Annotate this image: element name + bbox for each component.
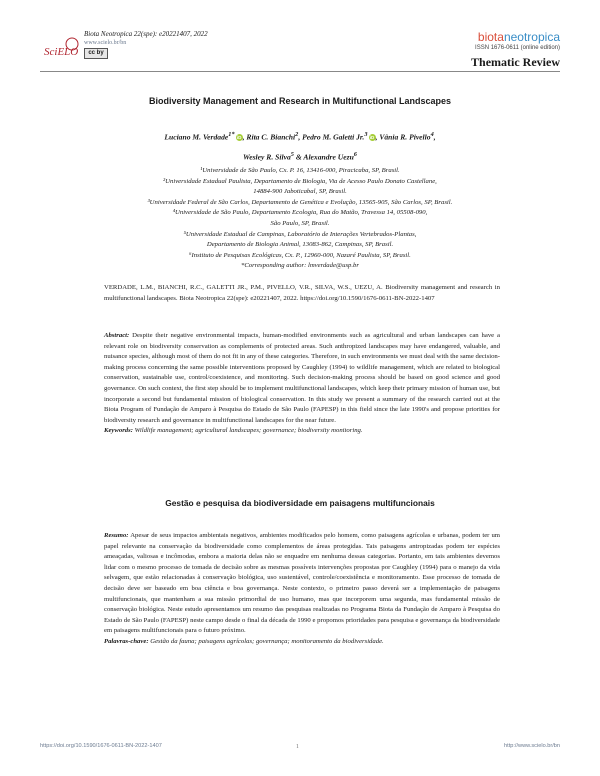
abstract-block xyxy=(104,331,500,437)
affiliation-line: ⁶Instituto de Pesquisas Ecológicas, Cx. P., 12960-000, Nazaré Paulista, SP, Brasil. xyxy=(189,251,411,259)
brand-biota: biota xyxy=(477,30,504,44)
affiliation-line: ²Universidade Estadual Paulista, Departamento de Biologia, Via de Acesso Paulo Donato Castellane, xyxy=(163,177,437,185)
abstract-label: Abstract: xyxy=(104,332,130,339)
author-affiliation-mark: 5 xyxy=(290,151,294,158)
resumo-text: Apesar de seus impactos ambientais negativos, ambientes modificados pelo homem, como paisagens agrícolas e urbanas, podem ter um papel relevante na conservação da biodiversidade como complementos de áreas protegidas. Tais paisagens antropizadas podem ter espécies ameaçadas, valiosas e incômodas, embora a maioria delas não se enquadre em nenhuma dessas categorias. Portanto, em tais ambientes devemos lidar com o mesmo processo de tomada de decisão sobre as mesmas possíveis intervenções propostas por Caughley (1994) para o manejo da vida selvagem, que estão relacionadas à conservação biológica, uso sustentável, controle/coexistência e monitoramento. Esse processo de tomada de decisão deve ser baseado em boa ciência e boa governança. Neste contexto, o primeiro passo deverá ser a implementação de paisagens multifuncionais, que mantenham a sua missão primordial de uso humano, mas que incorporem uma segunda, mas fundamental missão de conservação biológica. Neste estudo apresentamos um resumo das pesquisas realizadas no Programa Biota da Fundação de Amparo à Pesquisa do Estado de São Paulo (FAPESP) neste campo desde o final da década de 1990 e propomos prioridades para pesquisa e governança da biodiversidade em paisagens multifuncionais para o futuro próximo. xyxy=(104,532,500,635)
author-affiliation-mark: 2 xyxy=(295,131,299,138)
affiliation-line: ⁴Universidade de São Paulo, Departamento Ecologia, Rua do Matão, Travessa 14, 05508-090, xyxy=(172,209,428,217)
journal-url-link[interactable]: www.scielo.br/bn xyxy=(84,40,127,46)
affiliations-block xyxy=(40,166,560,272)
author-name: Wesley R. Silva xyxy=(243,152,291,162)
journal-brand xyxy=(478,30,560,44)
corresponding-author: *Corresponding author: lmverdade@usp.br xyxy=(240,262,360,270)
article-title: Biodiversity Management and Research in Multifunctional Landscapes xyxy=(148,96,452,106)
issn-label: ISSN 1676-0611 (online edition) xyxy=(475,45,560,51)
scielo-logo xyxy=(42,34,80,60)
orcid-icon[interactable]: iD xyxy=(369,134,375,140)
author-line-2 xyxy=(40,146,560,166)
affiliation-line: São Paulo, SP, Brasil. xyxy=(270,219,330,227)
page-number: 1 xyxy=(296,744,299,750)
author-name: , Rita C. Bianchi xyxy=(242,132,296,142)
orcid-icon[interactable]: iD xyxy=(236,134,242,140)
author-affiliation-mark: 1* xyxy=(228,131,235,138)
brand-neotropica: neotropica xyxy=(503,30,560,44)
scielo-logo-text: SciELO xyxy=(44,46,79,58)
cc-license-icon[interactable]: cc by xyxy=(84,48,108,59)
author-affiliation-mark: 6 xyxy=(353,151,357,158)
author-line-1 xyxy=(40,126,560,146)
affiliation-line: ¹Universidade de São Paulo, Cx. P. 16, 13416-000, Piracicaba, SP, Brasil. xyxy=(200,167,400,174)
author-name: Luciano M. Verdade xyxy=(164,132,229,142)
keywords-text: Wildlife management; agricultural landscapes; governance; biodiversity monitoring. xyxy=(132,427,363,435)
palavras-chave-text: Gestão da fauna; paisagens agrícolas; governança; monitoramento da biodiversidade. xyxy=(148,637,384,645)
resumo-label: Resumo: xyxy=(104,532,129,539)
author-affiliation-mark: 3 xyxy=(364,131,368,138)
footer-site-link[interactable]: http://www.scielo.br/bn xyxy=(504,743,560,749)
header-divider xyxy=(40,71,560,72)
affiliation-line: ⁵Universidade Estadual de Campinas, Laboratório de Interações Vertebrados-Plantas, xyxy=(183,230,417,238)
author-separator: , xyxy=(433,132,436,142)
author-affiliation-mark: 4 xyxy=(430,131,434,138)
author-name: , Vânia R. Pivello xyxy=(375,132,431,142)
author-name: & Alexandre Uezu xyxy=(293,152,354,162)
section-label: Thematic Review xyxy=(471,55,560,69)
footer-doi-link[interactable]: https://doi.org/10.1590/1676-0611-BN-2022-1407 xyxy=(40,743,162,749)
journal-citation-line: Biota Neotropica 22(spe): e20221407, 2022 xyxy=(84,30,208,38)
affiliation-line: Departamento de Biologia Animal, 13083-862, Campinas, SP, Brasil. xyxy=(206,241,394,249)
abstract-text: Despite their negative environmental impacts, human-modified environments such as agricultural and urban landscapes can have a relevant role on biodiversity conservation as complements of protected areas. Such anthropized landscapes may have endangered, valuable, and nuisance species, although most of them do not fit in any of these categories. Therefore, in such environments we must deal with the same decision-making process concerning the same possible interventions proposed by Caughley (1994) to wildlife management, which are related to biological conservation, sustainable use, control/coexistence, and monitoring. Such decision-making process should be based on good science and good governance. On such context, the first step should be to implement multifunctional landscapes, which keep their primary mission of human use, but incorporate a second but fundamental mission of biological conservation. In this study we present a summary of the research carried out at the Biota Program of Fundação de Amparo à Pesquisa do Estado de São Paulo (FAPESP) in this field since the late 1990's and propose priorities for biodiversity research and governance in multifunctional landscapes for the near future. xyxy=(104,332,501,424)
author-name: , Pedro M. Galetti Jr. xyxy=(298,132,365,142)
affiliation-line: ³Universidade Federal de São Carlos, Departamento de Genética e Evolução, 13565-905, São Carlos, SP, Brasil. xyxy=(147,198,453,206)
resumo-block xyxy=(104,531,500,648)
palavras-chave-label: Palavras-chave: xyxy=(104,637,149,645)
portuguese-title: Gestão e pesquisa da biodiversidade em paisagens multifuncionais xyxy=(165,498,435,508)
affiliation-line: 14884-900 Jaboticabal, SP, Brasil. xyxy=(253,188,347,196)
keywords-label: Keywords: xyxy=(104,427,133,435)
citation-block: VERDADE, L.M., BIANCHI, R.C., GALETTI JR., P.M., PIVELLO, V.R., SILVA, W.S., UEZU, A. Biodiversity management and research in multifunctional landscapes. Biota Neotropica 22(spe): e20221407, 2022. https://doi.org/10.1590/1676-0611-BN-2022-1407 xyxy=(104,284,500,302)
